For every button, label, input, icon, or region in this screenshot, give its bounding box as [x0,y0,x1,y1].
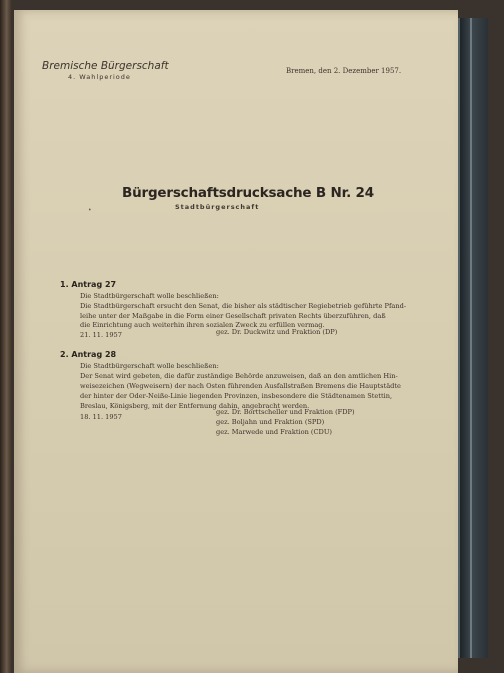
motion-line: die Einrichtung auch weiterhin ihren sozialen Zweck zu erfüllen vermag. [80,321,325,329]
document-page [14,10,458,673]
motion-date: 21. 11. 1957 [80,331,122,339]
motion-date: 18. 11. 1957 [80,413,122,421]
document-title: Bürgerschaftsdrucksache B Nr. 24 [122,185,374,201]
document-date: Bremen, den 2. Dezember 1957. [286,67,402,75]
paper-speck: • [88,207,92,214]
motion-line: Die Stadtbürgerschaft wolle beschließen: [80,292,219,300]
binder-spine [458,18,488,658]
motion-line: Der Senat wird gebeten, die dafür zuständige Behörde anzuweisen, daß an den amtlichen Hin- [80,372,398,380]
motion-line: leihe unter der Maßgabe in die Form einer Gesellschaft privaten Rechts überzuführen, daß [80,312,386,320]
legislative-period: 4. Wahlperiode [68,73,131,81]
motion-signature: gez. Dr. Duckwitz und Fraktion (DP) [216,328,338,336]
previous-page-edge [0,0,12,673]
document-subtitle: Stadtbürgerschaft [175,203,260,211]
motion-heading: 1. Antrag 27 [60,280,117,289]
motion-line: der hinter der Oder-Neiße-Linie liegenden Provinzen, insbesondere die Städtenamen Stettin, [80,392,393,400]
motion-signature: gez. Boljahn und Fraktion (SPD) [216,418,325,426]
organization-name: Bremische Bürgerschaft [42,60,169,72]
motion-line: Breslau, Königsberg, mit der Entfernung dahin, angebracht werden. [80,402,310,410]
motion-line: Die Stadtbürgerschaft wolle beschließen: [80,362,219,370]
motion-signature: gez. Dr. Borttscheller und Fraktion (FDP) [216,408,355,416]
motion-line: Die Stadtbürgerschaft ersucht den Senat, die bisher als städtischer Regiebetrieb geführte Pfand- [80,302,407,310]
motion-heading: 2. Antrag 28 [60,350,117,359]
motion-signature: gez. Marwede und Fraktion (CDU) [216,428,332,436]
motion-line: weisezeichen (Wegweisern) der nach Osten führenden Ausfallstraßen Bremens die Hauptstädte [80,382,401,390]
